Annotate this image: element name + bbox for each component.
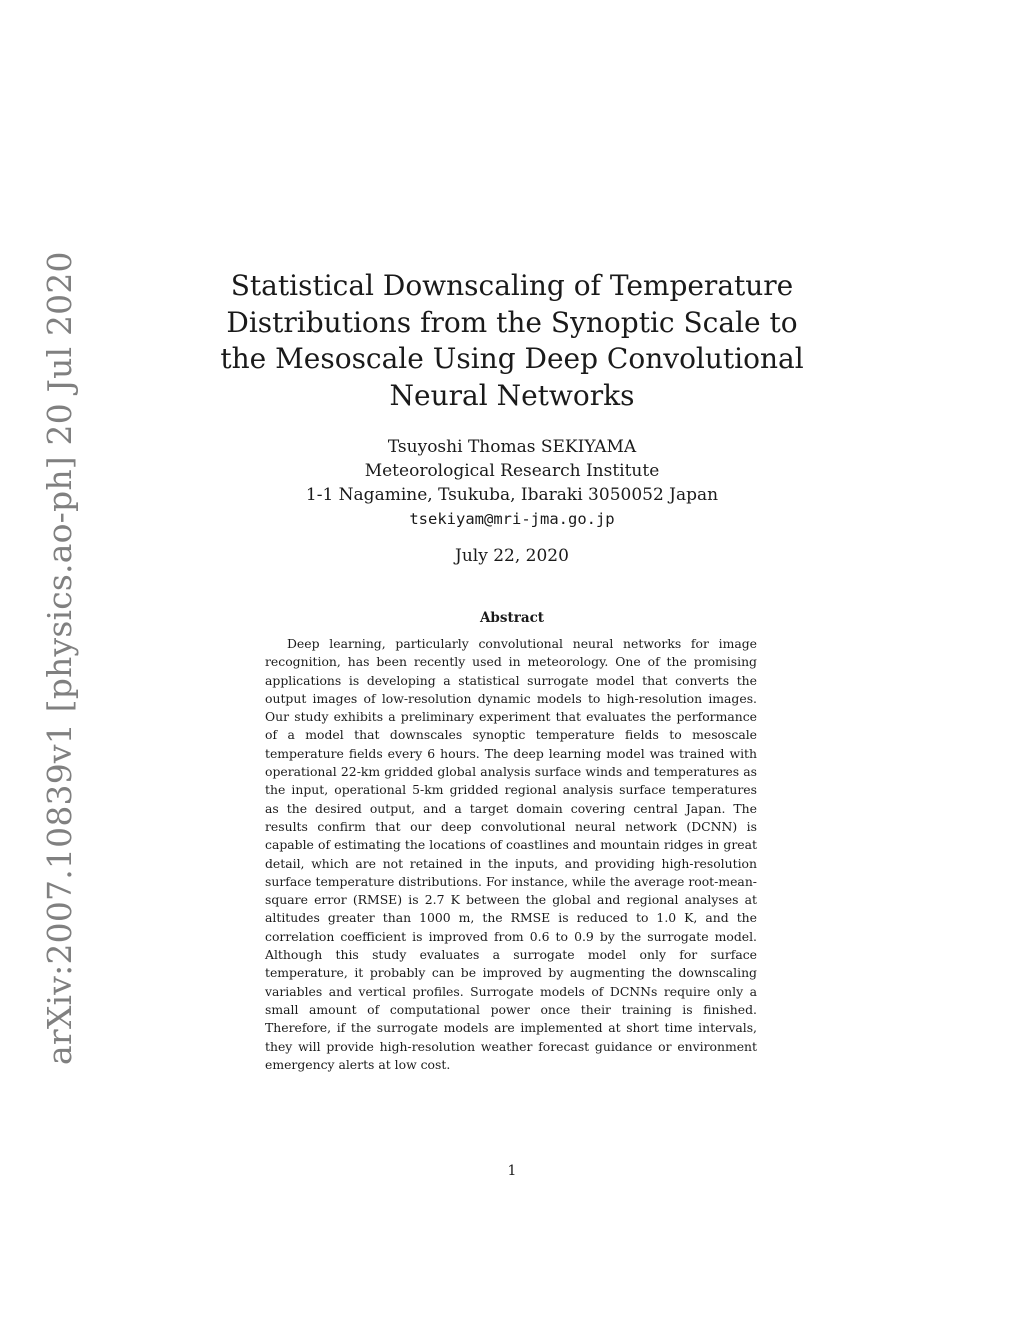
- arxiv-identifier-stamp: arXiv:2007.10839v1 [physics.ao-ph] 20 Jul 2020: [40, 251, 79, 1065]
- abstract-text: Deep learning, particularly convolutional neural networks for image recognition, has been recently used in meteorology. One of the promising applications is developing a statistical surrogate model that converts the output images of low-resolution dynamic models to high-resolution images. Our study exhibits a preliminary experiment that evaluates the performance of a model that downscales synoptic temperature fields to mesoscale temperature fields every 6 hours. The deep learning model was trained with operational 22-km gridded global analysis surface winds and temperatures as the input, operational 5-km gridded regional analysis surface temperatures as the desired output, and a target domain covering central Japan. The results confirm that our deep convolutional neural network (DCNN) is capable of estimating the locations of coastlines and mountain ridges in great detail, which are not retained in the inputs, and providing high-resolution surface temperature distributions. For instance, while the average root-mean-square error (RMSE) is 2.7 K between the global and regional analyses at altitudes greater than 1000 m, the RMSE is reduced to 1.0 K, and the correlation coefficient is improved from 0.6 to 0.9 by the surrogate model. Although this study evaluates a surrogate model only for surface temperature, it probably can be improved by augmenting the downscaling variables and vertical profiles. Surrogate models of DCNNs require only a small amount of computational power once their training is finished. Therefore, if the surrogate models are implemented at short time intervals, they will provide high-resolution weather forecast guidance or environment emergency alerts at low cost.: [265, 636, 757, 1072]
- paper-date: July 22, 2020: [455, 546, 569, 566]
- author-address: 1-1 Nagamine, Tsukuba, Ibaraki 3050052 Japan: [305, 485, 719, 505]
- paper-title: Statistical Downscaling of Temperature Distributions from the Synoptic Scale to the Mesoscale Using Deep Convolutional Neural Networks: [220, 269, 804, 412]
- author-block: [212, 435, 812, 531]
- author-affiliation: Meteorological Research Institute: [364, 461, 660, 481]
- page-number: 1: [507, 1163, 517, 1179]
- abstract-heading: Abstract: [479, 610, 545, 626]
- author-name: Tsuyoshi Thomas SEKIYAMA: [387, 437, 637, 457]
- author-email[interactable]: tsekiyam@mri-jma.go.jp: [409, 510, 615, 528]
